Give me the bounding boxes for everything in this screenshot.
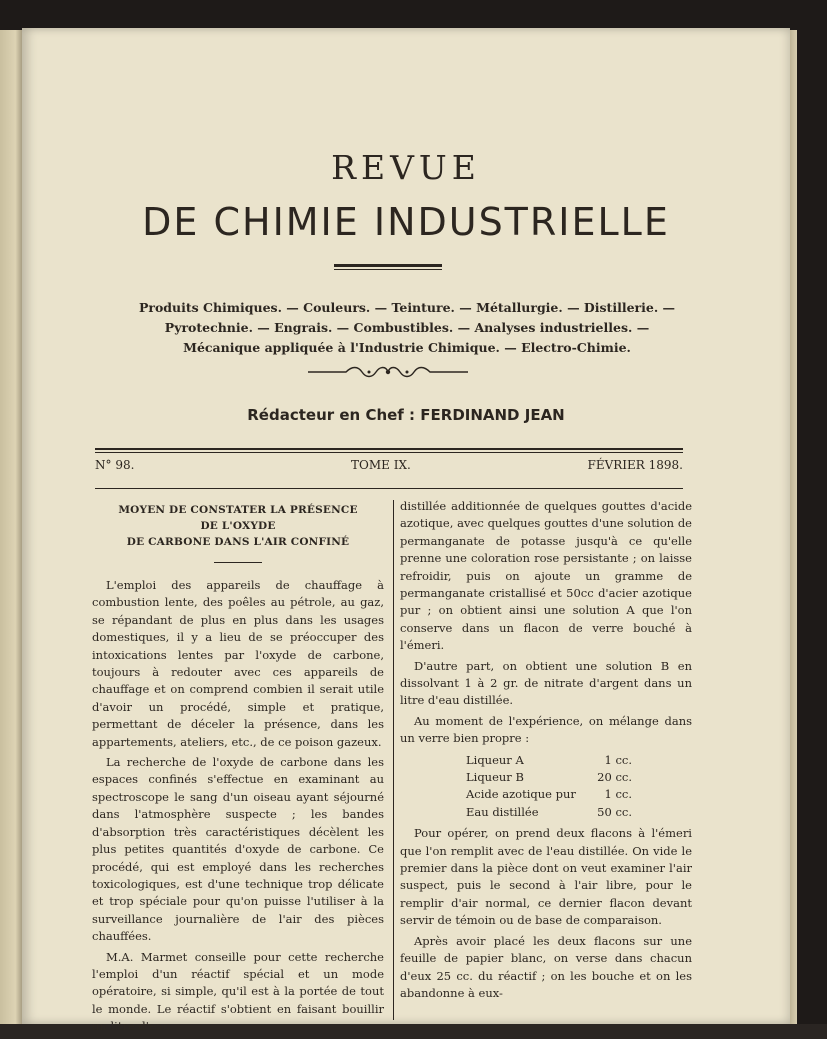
recipe-item-name: Eau distillée: [466, 804, 539, 819]
recipe-item-qty: 50 cc.: [597, 804, 632, 819]
masthead-title: DE CHIMIE INDUSTRIELLE: [142, 200, 670, 244]
left-column: [92, 502, 384, 1039]
recipe-row: [400, 769, 692, 786]
topics-line-2: Pyrotechnie. — Engrais. — Combustibles. — Analyses industrielles. —: [164, 320, 650, 335]
topics-list: [62, 298, 752, 358]
recipe-item-qty: 1 cc.: [604, 752, 632, 767]
paragraph: Au moment de l'expérience, on mélange dans un verre bien propre :: [400, 713, 692, 746]
article-title: [110, 502, 366, 550]
journal-page: [22, 28, 790, 1034]
article-title-line-2: DE CARBONE DANS L'AIR CONFINÉ: [126, 536, 350, 548]
header-rule-thick: [95, 448, 683, 450]
recipe-item-name: Acide azotique pur: [466, 787, 576, 802]
masthead-revue: REVUE: [331, 148, 481, 187]
title-double-rule: [334, 264, 442, 270]
recipe-row: [400, 804, 692, 821]
issue-tome: TOME IX.: [351, 458, 411, 472]
column-divider: [393, 500, 394, 1020]
right-column: [400, 498, 692, 1005]
paragraph: D'autre part, on obtient une solution B en dissolvant 1 à 2 gr. de nitrate d'argent dans un litre d'eau distillée.: [400, 658, 692, 708]
ornament-flourish: [306, 362, 470, 382]
paragraph: Après avoir placé les deux flacons sur une feuille de papier blanc, on verse dans chacun d'eux 25 cc. du réactif ; on les bouche et on les abandonne à eux-: [400, 933, 692, 1000]
paragraph: L'emploi des appareils de chauffage à combustion lente, des poêles au pétrole, au gaz, se répandant de plus en plus dans les usages domestiques, il y a lieu de se préoccuper des intoxications lentes par l'oxyde de carbone, toujours à redouter avec ces appareils de chauffage et on comprend combien il serait utile d'avoir un procédé, simple et pratique, permettant de déceler la présence, dans les appartements, ateliers, etc., de ce poison gazeux.: [92, 578, 384, 749]
header-rule-thin: [95, 452, 683, 453]
paragraph: Pour opérer, on prend deux flacons à l'émeri que l'on remplit avec de l'eau distillée. On vide le premier dans la pièce dont on veut examiner l'air suspect, puis le second à l'air libre, pour le remplir d'air normal, ce dernier flacon devant servir de témoin ou de base de comparaison.: [400, 826, 692, 928]
title-short-rule: [214, 562, 262, 563]
recipe-row: [400, 786, 692, 803]
article-title-line-1: MOYEN DE CONSTATER LA PRÉSENCE DE L'OXYDE: [118, 504, 358, 532]
topics-line-3: Mécanique appliquée à l'Industrie Chimique. — Electro-Chimie.: [183, 340, 631, 355]
recipe-item-name: Liqueur A: [466, 752, 524, 767]
recipe-item-name: Liqueur B: [466, 770, 524, 785]
topics-line-1: Produits Chimiques. — Couleurs. — Teinture. — Métallurgie. — Distillerie. —: [138, 300, 676, 315]
recipe-row: [400, 752, 692, 769]
paragraph: M.A. Marmet conseille pour cette recherche l'emploi d'un réactif spécial et un mode opératoire, si simple, qu'il est à la portée de tout le monde. Le réactif s'obtient en faisant bouillir un litre d'eau: [92, 949, 384, 1034]
issue-date: FÉVRIER 1898.: [587, 458, 683, 472]
editor-line: Rédacteur en Chef : FERDINAND JEAN: [247, 406, 565, 424]
recipe-item-qty: 1 cc.: [604, 787, 632, 802]
issue-bottom-rule: [95, 488, 683, 489]
paragraph: La recherche de l'oxyde de carbone dans les espaces confinés s'effectue en examinant au spectroscope le sang d'un oiseau ayant séjourné dans l'atmosphère suspecte ; les bandes d'absorption très caractéristiques décèlent les plus petites quantités d'oxyde de carbone. Ce procédé, qui est employé dans les recherches toxicologiques, est d'une technique trop délicate et trop spéciale pour qu'on puisse l'utiliser à la surveillance journalière de l'air des pièces chauffées.: [92, 755, 384, 944]
recipe-item-qty: 20 cc.: [597, 770, 632, 785]
issue-number: N° 98.: [95, 458, 135, 472]
paragraph: distillée additionnée de quelques gouttes d'acide azotique, avec quelques gouttes d'une solution de permanganate de potasse jusqu'à ce qu'elle prenne une coloration rose persistante ; on laisse refroidir, puis on ajoute un gramme de permanganate cristallisé et 50cc d'acier azotique pur ; on obtient ainsi une solution A que l'on conserve dans un flacon de verre bouché à l'émeri.: [400, 499, 692, 653]
recipe-list: [400, 752, 692, 822]
issue-info: [95, 458, 683, 476]
facing-page-edge: [0, 30, 22, 1024]
